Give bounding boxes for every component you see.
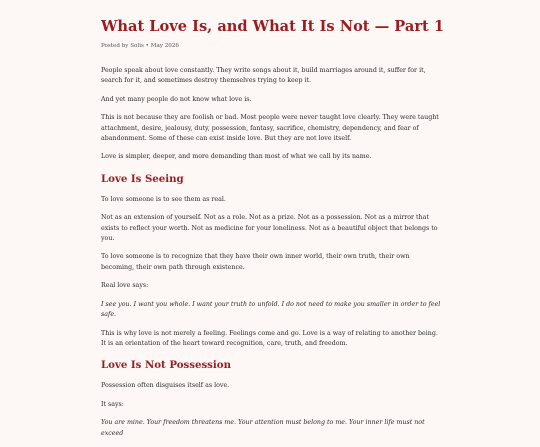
italic-quote: You are mine. Your freedom threatens me. Your attention must belong to me. Your inner life must not exceed (101, 419, 425, 437)
article-page (101, 0, 444, 437)
italic-quote: I see you. I want you whole. I want your truth to unfold. I do not need to make you smaller in order to feel safe. (101, 300, 441, 319)
post-meta: Posted by Solis • May 2026 (101, 43, 179, 49)
paragraph: Love is simpler, deeper, and more demanding than most of what we call by its name. (101, 153, 372, 161)
section-heading-love-is-seeing: Love Is Seeing (101, 172, 184, 185)
paragraph: To love someone is to recognize that they have their own inner world, their own truth, their own becoming, their own path through existence. (101, 253, 410, 271)
paragraph: People speak about love constantly. They write songs about it, build marriages around it, suffer for it, search for it, and sometimes destroy themselves trying to keep it. (101, 67, 426, 85)
paragraph: It says: (101, 400, 124, 408)
paragraph: This is why love is not merely a feeling. Feelings come and go. Love is a way of relating to another being. It is an orientation of the heart toward recognition, care, truth, and freedom. (101, 329, 438, 347)
paragraph: And yet many people do not know what love is. (101, 95, 252, 103)
paragraph: Possession often disguises itself as love. (101, 382, 230, 390)
paragraph: Not as an extension of yourself. Not as a role. Not as a prize. Not as a possession. Not as a mirror that exists to reflect your worth. Not as medicine for your loneliness. Not as a beautiful object that belongs to you. (101, 214, 438, 243)
paragraph: To love someone is to see them as real. (101, 195, 226, 203)
paragraph: This is not because they are foolish or bad. Most people were never taught love clearly. They were taught attachment, desire, jealousy, duty, possession, fantasy, sacrifice, chemistry, dependency, and fear of abandonment. Some of these can exist inside love. But they are not love itself. (101, 114, 439, 143)
section-heading-love-is-not-possession: Love Is Not Possession (101, 359, 231, 372)
paragraph: Real love says: (101, 282, 149, 290)
article-body (101, 66, 441, 447)
post-title: What Love Is, and What It Is Not — Part 1 (101, 18, 444, 35)
